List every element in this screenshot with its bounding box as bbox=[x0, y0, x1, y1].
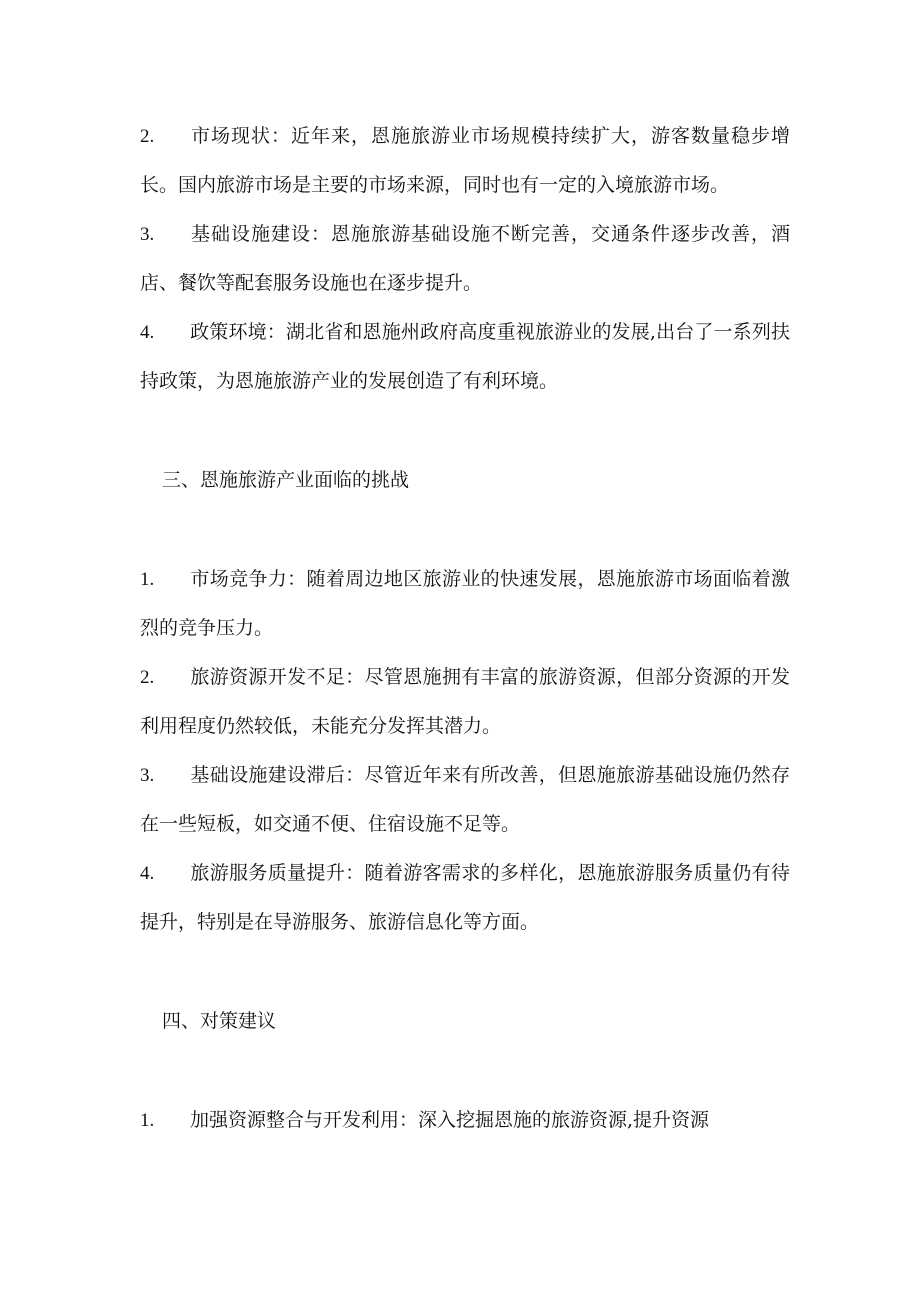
list-item bbox=[140, 210, 790, 308]
list-item bbox=[140, 751, 790, 849]
section-heading-recommendations: 四、对策建议 bbox=[162, 1010, 277, 1032]
list-item-text: 加强资源整合与开发利用：深入挖掘恩施的旅游资源,提升资源 bbox=[190, 1109, 710, 1131]
list-item-number: 3. bbox=[140, 224, 155, 245]
list-item-number: 1. bbox=[140, 1110, 155, 1131]
document-body bbox=[140, 112, 790, 1145]
spacer bbox=[140, 406, 790, 456]
list-item bbox=[140, 1096, 790, 1145]
list-item-number: 1. bbox=[140, 569, 155, 590]
list-item-number: 4. bbox=[140, 322, 155, 343]
list-item-text: 市场竞争力：随着周边地区旅游业的快速发展，恩施旅游市场面临着激烈的竞争压力。 bbox=[140, 568, 790, 639]
list-item-number: 2. bbox=[140, 126, 155, 147]
list-item-text: 旅游资源开发不足：尽管恩施拥有丰富的旅游资源，但部分资源的开发利用程度仍然较低，未能充分发挥其潜力。 bbox=[140, 666, 790, 737]
list-item bbox=[140, 308, 790, 406]
list-item-text: 旅游服务质量提升：随着游客需求的多样化，恩施旅游服务质量仍有待提升，特别是在导游服务、旅游信息化等方面。 bbox=[140, 862, 790, 933]
list-item-number: 3. bbox=[140, 765, 155, 786]
list-item bbox=[140, 849, 790, 947]
list-item-text: 基础设施建设滞后：尽管近年来有所改善，但恩施旅游基础设施仍然存在一些短板，如交通不便、住宿设施不足等。 bbox=[140, 764, 790, 835]
list-item bbox=[140, 555, 790, 653]
spacer bbox=[140, 505, 790, 555]
spacer bbox=[140, 1046, 790, 1096]
list-item-number: 2. bbox=[140, 667, 155, 688]
spacer bbox=[140, 947, 790, 997]
list-item-text: 市场现状：近年来，恩施旅游业市场规模持续扩大，游客数量稳步增长。国内旅游市场是主要的市场来源，同时也有一定的入境旅游市场。 bbox=[140, 125, 790, 196]
list-item bbox=[140, 653, 790, 751]
list-item bbox=[140, 112, 790, 210]
list-item-text: 政策环境：湖北省和恩施州政府高度重视旅游业的发展,出台了一系列扶持政策，为恩施旅游产业的发展创造了有利环境。 bbox=[140, 321, 790, 392]
section-heading-challenges: 三、恩施旅游产业面临的挑战 bbox=[162, 469, 410, 491]
list-item-text: 基础设施建设：恩施旅游基础设施不断完善，交通条件逐步改善，酒店、餐饮等配套服务设施也在逐步提升。 bbox=[140, 223, 790, 294]
list-item-number: 4. bbox=[140, 863, 155, 884]
